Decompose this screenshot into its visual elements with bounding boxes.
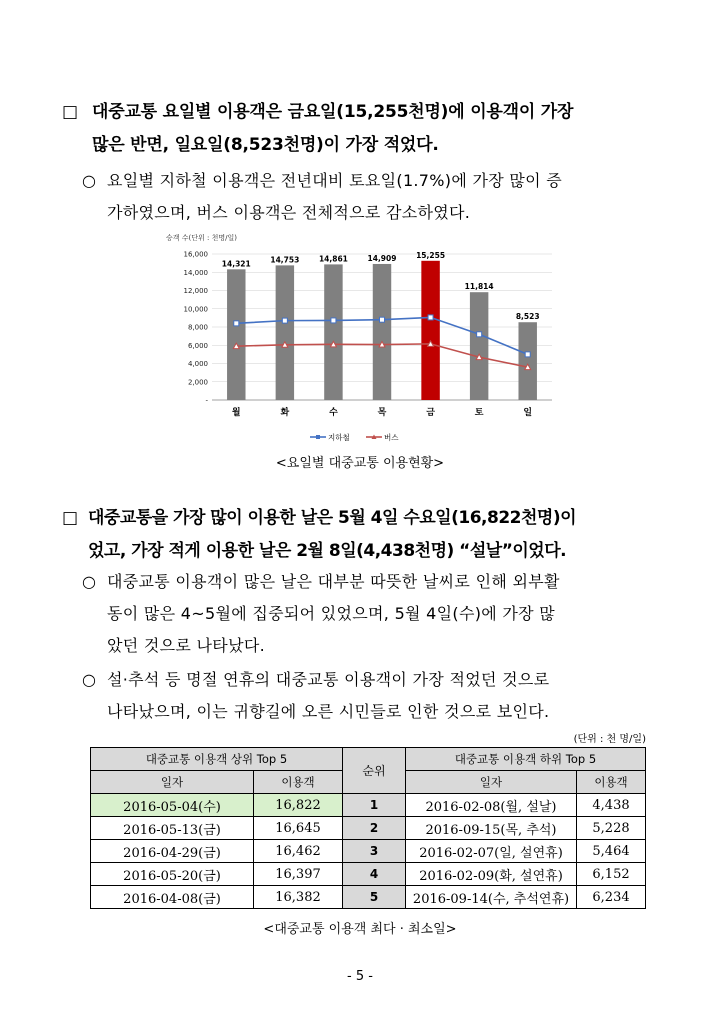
section2-bullet1-line3: 았던 것으로 나타났다. — [107, 636, 265, 655]
section1-bullet-line2: 가하였으며, 버스 이용객은 전체적으로 감소하였다. — [107, 203, 471, 222]
section1-heading-line2: 많은 반면, 일요일(8,523천명)이 가장 적었다. — [92, 135, 439, 155]
top-count-cell: 16,822 — [254, 794, 343, 817]
top-count-cell: 16,645 — [254, 817, 343, 840]
square-bullet-icon: □ — [62, 508, 78, 528]
bottom-count-cell: 6,234 — [577, 886, 646, 909]
section2-bullet1-line1: 대중교통 이용객이 많은 날은 대부분 따뜻한 날씨로 인해 외부활 — [107, 572, 560, 591]
bar-value-label: 11,814 — [464, 282, 494, 292]
section1-bullet — [82, 165, 682, 229]
bar-수 — [324, 264, 342, 400]
bar-value-label: 14,321 — [221, 259, 251, 269]
table-caption: <대중교통 이용객 최다 · 최소일> — [263, 922, 457, 937]
section2-bullet2-line1: 설·추석 등 명절 연휴의 대중교통 이용객이 가장 적었던 것으로 — [107, 670, 550, 689]
bottom5-header: 대중교통 이용객 하위 Top 5 — [406, 748, 646, 771]
legend-label: 버스 — [384, 433, 399, 442]
table-row — [91, 863, 646, 886]
y-tick-label: 10,000 — [183, 305, 208, 314]
series-point-지하철 — [234, 321, 239, 326]
table-unit-label: (단위 : 천 명/일) — [573, 734, 646, 745]
bottom-count-cell: 5,228 — [577, 817, 646, 840]
table-row — [91, 840, 646, 863]
series-point-지하철 — [331, 318, 336, 323]
rank-header: 순위 — [343, 748, 406, 794]
weekday-ridership-chart — [160, 228, 560, 450]
top-date-cell: 2016-05-04(수) — [91, 794, 254, 817]
top-count-header: 이용객 — [254, 771, 343, 794]
x-tick-label: 일 — [523, 408, 533, 418]
x-tick-label: 화 — [280, 408, 290, 418]
y-tick-label: - — [205, 396, 208, 405]
rank-cell: 2 — [343, 817, 406, 840]
y-tick-label: 8,000 — [187, 323, 208, 332]
top5-header: 대중교통 이용객 상위 Top 5 — [91, 748, 343, 771]
section2-bullet2 — [82, 664, 692, 728]
bar-화 — [276, 265, 294, 400]
section2-heading-line2: 었고, 가장 적게 이용한 날은 2월 8일(4,438천명) “설날”이었다. — [88, 541, 567, 561]
y-tick-label: 2,000 — [187, 378, 208, 387]
top-count-cell: 16,382 — [254, 886, 343, 909]
bottom-date-cell: 2016-02-08(월, 설날) — [406, 794, 577, 817]
bar-value-label: 14,753 — [270, 255, 300, 265]
x-tick-label: 월 — [231, 408, 241, 418]
rank-cell: 1 — [343, 794, 406, 817]
bar-일 — [518, 322, 536, 400]
section2-heading-line1: 대중교통을 가장 많이 이용한 날은 5월 4일 수요일(16,822천명)이 — [88, 508, 577, 528]
top-date-cell: 2016-05-13(금) — [91, 817, 254, 840]
top-date-cell: 2016-04-29(금) — [91, 840, 254, 863]
bottom-count-header: 이용객 — [577, 771, 646, 794]
section2-bullet2-line2: 나타났으며, 이는 귀향길에 오른 시민들로 인한 것으로 보인다. — [107, 702, 550, 721]
bar-value-label: 8,523 — [515, 312, 540, 322]
chart-unit-label: 승객 수(단위 : 천명/일) — [166, 234, 237, 242]
section1-bullet-line1: 요일별 지하철 이용객은 전년대비 토요일(1.7%)에 가장 많이 증 — [107, 171, 563, 190]
circle-bullet-icon: ○ — [82, 572, 97, 591]
section2-bullet1 — [82, 566, 692, 662]
x-tick-label: 금 — [426, 408, 435, 418]
bar-월 — [227, 269, 245, 400]
bar-value-label: 15,255 — [416, 250, 446, 260]
bottom-count-cell: 4,438 — [577, 794, 646, 817]
series-point-지하철 — [428, 315, 433, 320]
bottom-date-cell: 2016-02-09(화, 설연휴) — [406, 863, 577, 886]
top-date-header: 일자 — [91, 771, 254, 794]
bottom-date-cell: 2016-09-15(목, 추석) — [406, 817, 577, 840]
table-row — [91, 886, 646, 909]
chart-caption: <요일별 대중교통 이용현황> — [275, 456, 445, 471]
bottom-count-cell: 5,464 — [577, 840, 646, 863]
rank-cell: 3 — [343, 840, 406, 863]
y-tick-label: 6,000 — [187, 341, 208, 350]
bar-토 — [470, 292, 488, 400]
top-date-cell: 2016-04-08(금) — [91, 886, 254, 909]
bottom-date-header: 일자 — [406, 771, 577, 794]
bar-value-label: 14,909 — [367, 253, 397, 263]
circle-bullet-icon: ○ — [82, 670, 97, 689]
series-point-지하철 — [477, 332, 482, 337]
legend-label: 지하철 — [328, 433, 350, 442]
y-tick-label: 4,000 — [187, 360, 208, 368]
rank-cell: 4 — [343, 863, 406, 886]
y-tick-label: 12,000 — [183, 287, 208, 295]
y-tick-label: 14,000 — [183, 268, 208, 277]
x-tick-label: 토 — [474, 408, 484, 418]
x-tick-label: 목 — [377, 408, 387, 418]
rank-cell: 5 — [343, 886, 406, 909]
y-tick-label: 16,000 — [183, 250, 208, 259]
top-count-cell: 16,397 — [254, 863, 343, 886]
square-bullet-icon: □ — [62, 102, 78, 122]
bar-금 — [421, 261, 439, 400]
section1-heading-line1: 대중교통 요일별 이용객은 금요일(15,255천명)에 이용객이 가장 — [92, 102, 574, 122]
top-date-cell: 2016-05-20(금) — [91, 863, 254, 886]
series-point-지하철 — [380, 317, 385, 322]
section2-heading — [62, 502, 702, 568]
x-tick-label: 수 — [329, 408, 338, 418]
top-count-cell: 16,462 — [254, 840, 343, 863]
series-point-지하철 — [282, 318, 287, 323]
page-number: - 5 - — [347, 969, 373, 984]
table-row — [91, 817, 646, 840]
bar-목 — [373, 264, 391, 400]
section2-bullet1-line2: 동이 많은 4~5월에 집중되어 있었으며, 5월 4일(수)에 가장 많 — [107, 604, 556, 623]
table-row — [91, 794, 646, 817]
bottom-date-cell: 2016-02-07(일, 설연휴) — [406, 840, 577, 863]
bar-value-label: 14,861 — [318, 254, 348, 264]
legend-marker — [316, 435, 320, 439]
section1-heading — [62, 96, 672, 162]
series-point-지하철 — [525, 352, 530, 357]
circle-bullet-icon: ○ — [82, 171, 97, 190]
bottom-date-cell: 2016-09-14(수, 추석연휴) — [406, 886, 577, 909]
bottom-count-cell: 6,152 — [577, 863, 646, 886]
ridership-top-bottom-table — [90, 747, 646, 909]
